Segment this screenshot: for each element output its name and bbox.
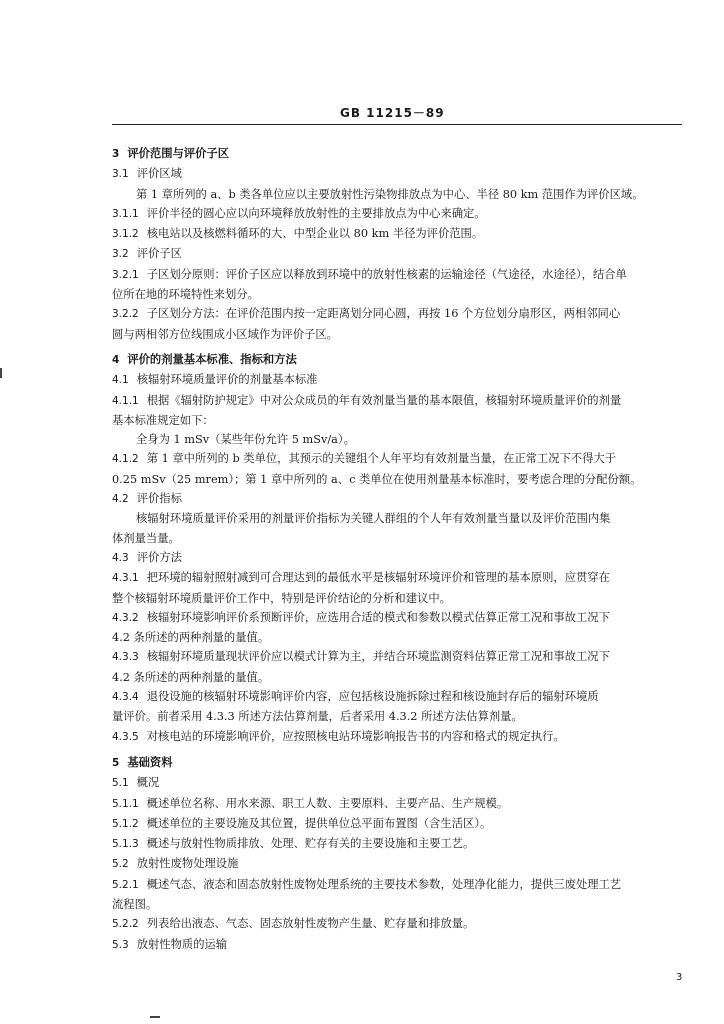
clause-number: 5.3 xyxy=(112,938,129,951)
clause-number: 4.3.3 xyxy=(112,651,139,664)
clause-line xyxy=(112,449,688,469)
page-number: 3 xyxy=(676,972,683,983)
clause-number: 4.3.4 xyxy=(112,691,139,704)
clause-text: 位所在地的环境特性来划分。 xyxy=(112,288,259,302)
clause-text: 概述与放射性物质排放、处理、贮存有关的主要设施和主要工艺。 xyxy=(146,837,475,851)
clause-number: 3.1 xyxy=(112,168,129,181)
clause-line xyxy=(112,854,688,874)
clause-line xyxy=(112,204,688,224)
section-heading xyxy=(112,350,688,370)
clause-number: 5.2.2 xyxy=(112,918,139,931)
clause-text: 根据《辐射防护规定》中对公众成员的年有效剂量当量的基本限值，核辐射环境质量评价的剂量 xyxy=(146,393,622,407)
clause-line xyxy=(112,914,688,934)
clause-text: 第 1 章中所列的 b 类单位，其预示的关键组个人年平均有效剂量当量，在正常工况下不得大于 xyxy=(146,452,617,466)
clause-number: 5.2 xyxy=(112,858,129,871)
clause-number: 4.3.2 xyxy=(112,611,139,624)
clause-line xyxy=(112,727,688,747)
clause-text: 概况 xyxy=(136,776,160,790)
clause-number: 4.3.1 xyxy=(112,572,139,585)
scan-mark-left xyxy=(0,368,2,378)
clause-text: 整个核辐射环境质量评价工作中，特别是评价结论的分析和建议中。 xyxy=(112,591,451,605)
clause-text: 放射性废物处理设施 xyxy=(136,857,239,871)
scan-mark-bottom xyxy=(150,1016,160,1018)
text-line xyxy=(112,529,688,548)
text-line xyxy=(112,628,688,647)
clause-line xyxy=(112,489,688,509)
clause-number: 3.2.2 xyxy=(112,308,139,321)
clause-number: 3 xyxy=(112,148,120,160)
text-line xyxy=(112,411,688,430)
clause-line xyxy=(112,814,688,834)
clause-line xyxy=(112,687,688,707)
clause-line xyxy=(112,568,688,588)
clause-number: 5.1 xyxy=(112,777,129,790)
clause-text: 放射性物质的运输 xyxy=(136,937,228,951)
clause-line xyxy=(112,244,688,264)
clause-text: 核辐射环境质量评价采用的剂量评价指标为关键人群组的个人年有效剂量当量以及评价范围内集 xyxy=(136,512,611,526)
clause-line xyxy=(112,935,688,955)
text-line xyxy=(112,589,688,608)
text-line xyxy=(112,430,688,449)
text-line xyxy=(112,668,688,687)
clause-text: 核电站以及核燃料循环的大、中型企业以 80 km 半径为评价范围。 xyxy=(146,227,484,241)
clause-line xyxy=(112,391,688,411)
clause-text: 核辐射环境质量评价的剂量基本标准 xyxy=(136,373,318,387)
clause-line xyxy=(112,647,688,667)
clause-line xyxy=(112,794,688,814)
clause-text: 0.25 mSv（25 mrem）；第 1 章中所列的 a、c 类单位在使用剂量基本标准时，要考虑合理的分配份额。 xyxy=(112,472,642,486)
clause-line xyxy=(112,875,688,895)
header-rule xyxy=(112,124,682,125)
text-line xyxy=(112,509,688,528)
clause-number: 3.2.1 xyxy=(112,268,139,281)
section-heading xyxy=(112,144,688,164)
clause-line xyxy=(112,834,688,854)
clause-text: 评价区域 xyxy=(136,167,182,181)
section-heading xyxy=(112,753,688,773)
clause-text: 子区划分原则：评价子区应以释放到环境中的放射性核素的运输途径（气途径，水途径），结合单 xyxy=(146,267,627,281)
clause-text: 量评价。前者采用 4.3.3 所述方法估算剂量，后者采用 4.3.2 所述方法估算剂量。 xyxy=(112,710,523,724)
text-line xyxy=(112,285,688,304)
clause-number: 4.3 xyxy=(112,551,129,564)
clause-number: 3.2 xyxy=(112,248,129,261)
clause-text: 评价的剂量基本标准、指标和方法 xyxy=(127,352,297,366)
clause-number: 5.2.1 xyxy=(112,878,139,891)
clause-number: 3.1.1 xyxy=(112,207,139,220)
clause-text: 子区划分方法：在评价范围内按一定距离划分同心圆，再按 16 个方位划分扇形区，两相邻同心 xyxy=(146,307,621,321)
clause-text: 列表给出液态、气态、固态放射性废物产生量、贮存量和排放量。 xyxy=(146,917,475,931)
clause-text: 概述气态、液态和固态放射性废物处理系统的主要技术参数，处理净化能力，提供三废处理工艺 xyxy=(146,877,622,891)
clause-number: 4.2 xyxy=(112,493,129,506)
clause-line xyxy=(112,265,688,285)
clause-text: 基本标准规定如下： xyxy=(112,413,214,427)
text-line xyxy=(112,895,688,914)
clause-number: 5.1.2 xyxy=(112,817,139,830)
clause-line xyxy=(112,548,688,568)
document-body xyxy=(112,144,688,955)
clause-text: 核辐射环境影响评价系预断评价，应选用合适的模式和参数以模式估算正常工况和事故工况下 xyxy=(146,610,610,624)
clause-line xyxy=(112,370,688,390)
clause-number: 3.1.2 xyxy=(112,228,139,241)
clause-text: 退役设施的核辐射环境影响评价内容，应包括核设施拆除过程和核设施封存后的辐射环境质 xyxy=(146,690,599,704)
clause-line xyxy=(112,224,688,244)
clause-text: 4.2 条所述的两种剂量的量值。 xyxy=(112,631,270,645)
clause-text: 全身为 1 mSv（某些年份允许 5 mSv/a）。 xyxy=(136,433,355,447)
clause-text: 4.2 条所述的两种剂量的量值。 xyxy=(112,670,270,684)
clause-text: 圆与两相邻方位线围成小区域作为评价子区。 xyxy=(112,327,338,341)
text-line xyxy=(112,707,688,726)
clause-number: 4 xyxy=(112,353,120,366)
clause-text: 概述单位的主要设施及其位置，提供单位总平面布置图（含生活区）。 xyxy=(146,816,492,830)
clause-text: 流程图。 xyxy=(112,897,158,911)
clause-number: 5.1.3 xyxy=(112,838,139,851)
clause-text: 评价半径的圆心应以向环境释放放射性的主要排放点为中心来确定。 xyxy=(146,206,486,220)
clause-number: 5 xyxy=(112,756,120,769)
text-line xyxy=(112,185,688,204)
clause-line xyxy=(112,304,688,324)
text-line xyxy=(112,470,688,489)
text-line xyxy=(112,325,688,344)
clause-number: 4.1.1 xyxy=(112,394,139,407)
clause-text: 核辐射环境质量现状评价应以模式计算为主，并结合环境监测资料估算正常工况和事故工况下 xyxy=(146,650,610,664)
clause-number: 4.1.2 xyxy=(112,453,139,466)
clause-line xyxy=(112,773,688,793)
clause-text: 体剂量当量。 xyxy=(112,531,180,545)
document-header: GB 11215－89 xyxy=(340,106,445,120)
clause-text: 评价子区 xyxy=(136,247,182,261)
clause-text: 概述单位名称、用水来源、职工人数、主要原料、主要产品、生产规模。 xyxy=(146,796,509,810)
clause-line xyxy=(112,164,688,184)
clause-text: 评价范围与评价子区 xyxy=(127,147,229,160)
clause-text: 对核电站的环境影响评价，应按照核电站环境影响报告书的内容和格式的规定执行。 xyxy=(146,729,565,743)
clause-text: 基础资料 xyxy=(127,755,173,769)
clause-text: 评价指标 xyxy=(136,492,182,506)
clause-number: 4.3.5 xyxy=(112,730,139,743)
clause-number: 4.1 xyxy=(112,374,129,387)
clause-text: 把环境的辐射照射减到可合理达到的最低水平是核辐射环境评价和管理的基本原则，应贯穿在 xyxy=(146,571,610,585)
clause-line xyxy=(112,608,688,628)
clause-number: 5.1.1 xyxy=(112,797,139,810)
clause-text: 评价方法 xyxy=(136,550,182,564)
clause-text: 第 1 章所列的 a、b 类各单位应以主要放射性污染物排放点为中心、半径 80 km 范围作为评价区域。 xyxy=(136,187,644,201)
